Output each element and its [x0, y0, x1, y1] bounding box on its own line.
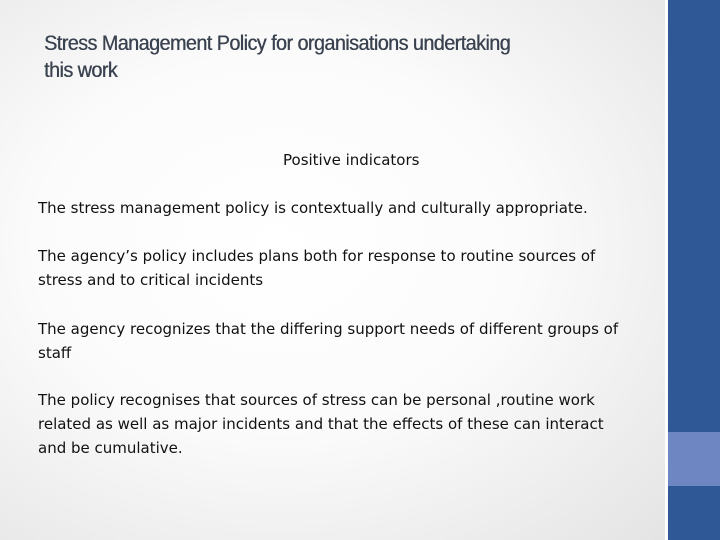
paragraph-contextual: The stress management policy is contextually and culturally appropriate.	[38, 199, 588, 217]
positive-indicators-heading: Positive indicators	[283, 151, 420, 169]
paragraph-plans: The agency’s policy includes plans both for response to routine sources of stress and to critical incidents	[38, 247, 596, 289]
paragraph-support-needs: The agency recognizes that the differing support needs of different groups of staff	[38, 320, 619, 362]
slide-title: Stress Management Policy for organisations undertaking this work	[44, 31, 511, 82]
paragraph-sources-of-stress: The policy recognises that sources of stress can be personal ,routine work related as well as major incidents and that the effects of these can interact and be cumulative.	[38, 391, 604, 457]
